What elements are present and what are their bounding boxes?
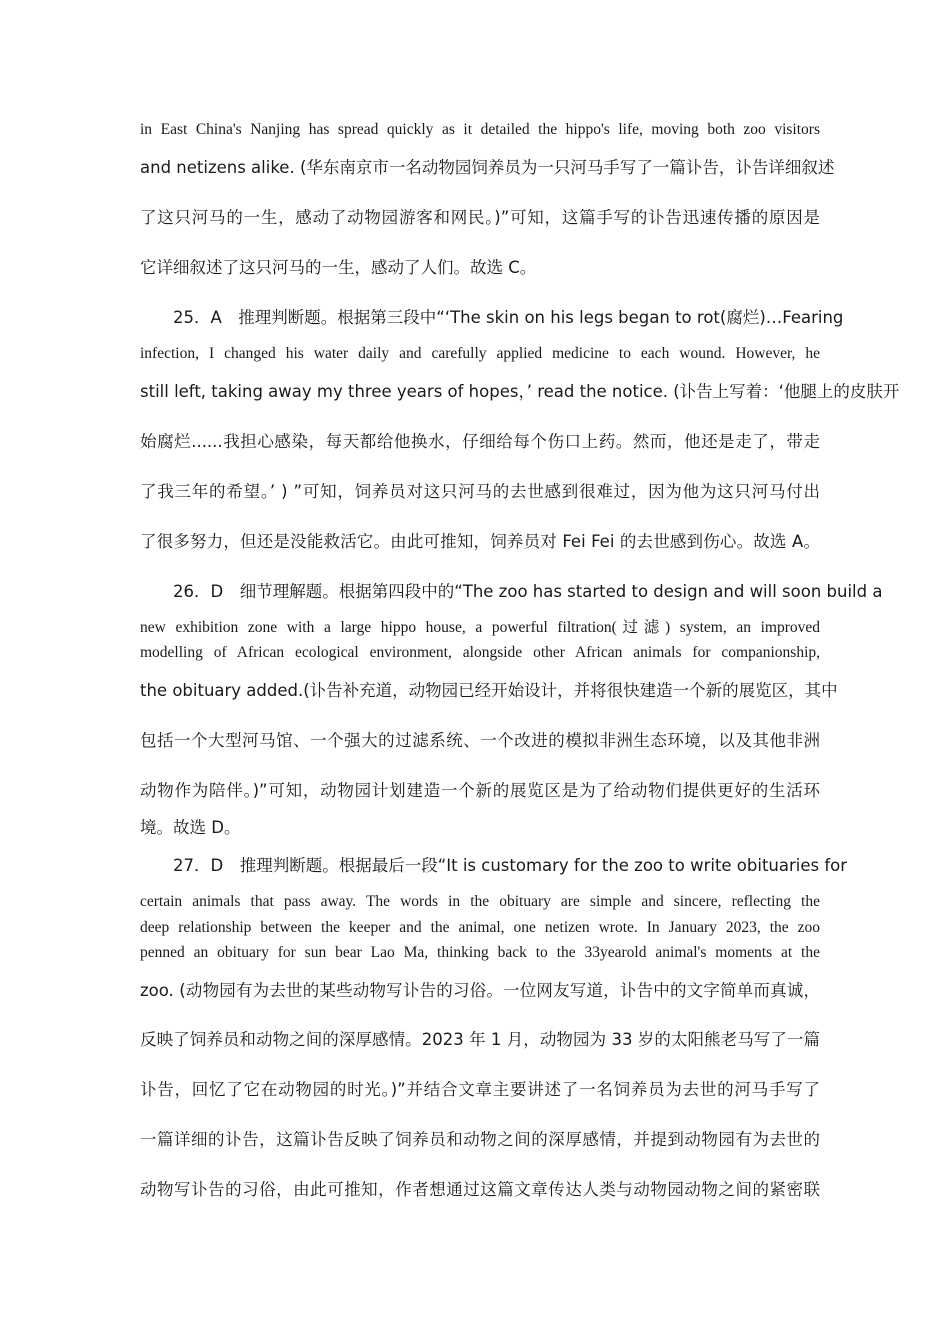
answer-27-line-2: certain animals that pass away. The words in the obituary are simple and sincere, reflecting the	[140, 893, 820, 910]
answer-26-line-5: 包括一个大型河马馆、一个强大的过滤系统、一个改进的模拟非洲生态环境，以及其他非洲	[140, 731, 820, 750]
answer-25-line-2: infection, I changed his water daily and carefully applied medicine to each wound. However, he	[140, 345, 820, 362]
answer-27-line-1: 27．D 推理判断题。根据最后一段“It is customary for the zoo to write obituaries for	[173, 856, 848, 875]
answer-27-line-8: 一篇详细的讣告，这篇讣告反映了饲养员和动物之间的深厚感情，并提到动物园有为去世的	[140, 1130, 820, 1149]
answer-27-line-4: penned an obituary for sun bear Lao Ma, thinking back to the 33yearold animal's moments at the	[140, 944, 820, 961]
answer-26-line-7: 境。故选 D。	[140, 818, 241, 837]
answer-24-line-3: 了这只河马的一生，感动了动物园游客和网民。)”可知，这篇手写的讣告迅速传播的原因是	[140, 208, 820, 227]
answer-25-line-5: 了我三年的希望。’ ) ”可知，饲养员对这只河马的去世感到很难过，因为他为这只河马付出	[140, 482, 820, 501]
answer-27-line-5: zoo. (动物园有为去世的某些动物写讣告的习俗。一位网友写道，讣告中的文字简单而真诚，	[140, 981, 820, 1000]
answer-25-line-1: 25．A 推理判断题。根据第三段中“‘The skin on his legs began to rot(腐烂)…Fearing	[173, 308, 844, 327]
answer-26-line-4: the obituary added.(讣告补充道，动物园已经开始设计，并将很快建造一个新的展览区，其中	[140, 681, 838, 700]
answer-26-line-3: modelling of African ecological environment, alongside other African animals for companionship,	[140, 644, 820, 661]
answer-25-line-3: still left, taking away my three years of hopes，’ read the notice. (讣告上写着：‘他腿上的皮肤开	[140, 382, 900, 401]
answer-24-line-4: 它详细叙述了这只河马的一生，感动了人们。故选 C。	[140, 258, 537, 277]
answer-25-line-4: 始腐烂......我担心感染，每天都给他换水，仔细给每个伤口上药。然而，他还是走了，带走	[140, 432, 820, 451]
answer-25-line-6: 了很多努力，但还是没能救活它。由此可推知，饲养员对 Fei Fei 的去世感到伤心。故选 A。	[140, 532, 820, 551]
answer-26-line-1: 26．D 细节理解题。根据第四段中的“The zoo has started to design and will soon build a	[173, 582, 883, 601]
answer-24-line-1: in East China's Nanjing has spread quickly as it detailed the hippo's life, moving both zoo visitors	[140, 121, 820, 138]
answer-26-line-6: 动物作为陪伴。)”可知，动物园计划建造一个新的展览区是为了给动物们提供更好的生活环	[140, 781, 820, 800]
answer-27-line-3: deep relationship between the keeper and the animal, one netizen wrote. In January 2023, the zoo	[140, 919, 820, 936]
answer-24-line-2: and netizens alike. (华东南京市一名动物园饲养员为一只河马手写了一篇讣告，讣告详细叙述	[140, 158, 835, 177]
answer-27-line-9: 动物写讣告的习俗，由此可推知，作者想通过这篇文章传达人类与动物园动物之间的紧密联	[140, 1180, 820, 1199]
answer-27-line-6: 反映了饲养员和动物之间的深厚感情。2023 年 1 月，动物园为 33 岁的太阳熊老马写了一篇	[140, 1030, 820, 1049]
answer-26-line-2: new exhibition zone with a large hippo house, a powerful filtration(过滤) system, an improved	[140, 619, 820, 636]
answer-27-line-7: 讣告，回忆了它在动物园的时光。)”并结合文章主要讲述了一名饲养员为去世的河马手写了	[140, 1080, 820, 1099]
